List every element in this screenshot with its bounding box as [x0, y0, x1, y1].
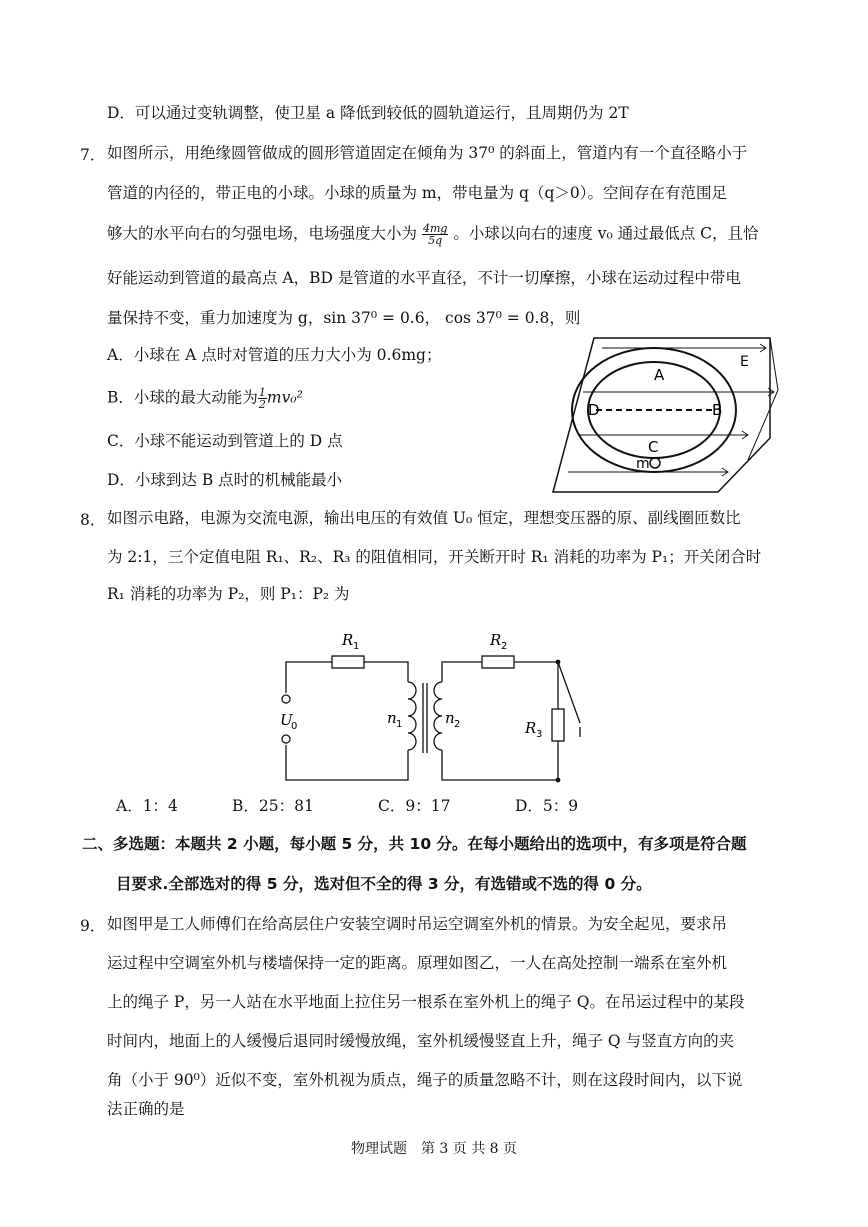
label-n1-sub: 1: [396, 719, 403, 730]
page-footer: 物理试题 第 3 页 共 8 页: [350, 1141, 518, 1157]
terminal-top: [282, 695, 290, 703]
q7-line-1: 如图所示，用绝缘圆管做成的圆形管道固定在倾角为 37⁰ 的斜面上，管道内有一个直径略小于: [107, 144, 748, 162]
resistor-r3: [552, 709, 564, 741]
q7-option-d: D．小球到达 B 点时的机械能最小: [107, 471, 343, 489]
ball: [650, 458, 660, 468]
wire: [442, 750, 558, 780]
q7-line-3-b: 。小球以向右的速度 v₀ 通过最低点 C，且恰: [453, 224, 759, 243]
q7-line-4: 好能运动到管道的最高点 A，BD 是管道的水平直径，不计一切摩擦，小球在运动过程中带电: [107, 269, 741, 287]
q7-line-3-a: 够大的水平向右的匀强电场，电场强度大小为: [107, 224, 418, 243]
q7-number: 7．: [80, 146, 106, 164]
wire: [364, 662, 408, 682]
label-c: C: [648, 438, 659, 456]
label-r2-sub: 2: [501, 641, 508, 652]
q7-option-a: A．小球在 A 点时对管道的压力大小为 0.6mg；: [107, 346, 442, 364]
label-m: m: [636, 456, 650, 472]
label-u0-sub: 0: [291, 721, 298, 732]
junction-bottom: [556, 778, 561, 783]
q8-option-c: C．9：17: [378, 797, 451, 815]
half-fraction: [258, 387, 267, 410]
secondary-coil: [434, 682, 442, 750]
q8-circuit: [270, 625, 600, 785]
resistor-r1: [332, 656, 364, 668]
q7-line-2: 管道的内径的，带正电的小球。小球的质量为 m，带电量为 q（q＞0）。空间存在有范围足: [107, 184, 728, 202]
section-2-line-1: 二、多选题：本题共 2 小题，每小题 5 分，共 10 分。在每小题给出的选项中，有多项是符合题: [82, 835, 747, 853]
incline-edge-2: [748, 390, 778, 460]
label-r1: R: [342, 631, 354, 649]
q7-figure: [548, 330, 788, 500]
q8-line-3: R₁ 消耗的功率为 P₂，则 P₁：P₂ 为: [107, 585, 350, 603]
label-e: E: [740, 354, 749, 370]
q8-option-b: B．25：81: [232, 797, 314, 815]
label-u0: U: [280, 711, 293, 729]
label-d: D: [588, 401, 600, 419]
label-b: B: [712, 401, 723, 419]
resistor-r2: [482, 656, 514, 668]
q8-number: 8．: [80, 511, 106, 529]
junction-top: [556, 660, 561, 665]
q7-option-b: [107, 387, 303, 410]
half-den: 2: [258, 398, 266, 411]
q8-option-a: A．1：4: [116, 797, 178, 815]
q7-option-b-text: B．小球的最大动能为: [107, 388, 258, 407]
switch-blade[interactable]: [558, 662, 580, 723]
label-n2-sub: 2: [454, 719, 461, 730]
q9-line-5: 角（小于 90⁰）近似不变，室外机视为质点，绳子的质量忽略不计，则在这段时间内，以下说: [107, 1071, 743, 1089]
label-n2: n: [445, 709, 455, 727]
primary-coil: [408, 682, 416, 750]
section-2-line-2: 目要求.全部选对的得 5 分，选对但不全的得 3 分，有选错或不选的得 0 分。: [116, 875, 652, 893]
q7-line-5: 量保持不变，重力加速度为 g，sin 37⁰ = 0.6， cos 37⁰ = 0.8，则: [107, 309, 581, 327]
incline-plane: [553, 338, 770, 492]
q8-option-d: D．5：9: [515, 797, 579, 815]
wire: [442, 662, 482, 682]
wire: [286, 745, 408, 780]
label-a: A: [654, 366, 665, 384]
q9-line-1: 如图甲是工人师傅们在给高层住户安装空调时吊运空调室外机的情景。为安全起见，要求吊: [107, 915, 728, 933]
q6-option-d: D．可以通过变轨调整，使卫星 a 降低到较低的圆轨道运行，且周期仍为 2T: [107, 104, 629, 122]
q9-line-3: 上的绳子 P，另一人站在水平地面上拉住另一根系在室外机上的绳子 Q。在吊运过程中的某段: [107, 993, 745, 1011]
wire: [286, 662, 332, 693]
incline-edge: [770, 338, 778, 390]
frac-denominator: 5q: [428, 234, 443, 247]
frac-numerator: 4mg: [422, 222, 448, 235]
q8-line-1: 如图示电路，电源为交流电源，输出电压的有效值 U₀ 恒定，理想变压器的原、副线圈匝数比: [107, 509, 741, 527]
q7-option-c: C．小球不能运动到管道上的 D 点: [107, 432, 343, 450]
q8-line-2: 为 2:1，三个定值电阻 R₁、R₂、R₃ 的阻值相同，开关断开时 R₁ 消耗的功率为 P₁；开关闭合时: [107, 548, 762, 566]
terminal-bottom: [282, 735, 290, 743]
q9-number: 9．: [80, 917, 106, 935]
label-r2: R: [490, 631, 502, 649]
field-strength-fraction: [422, 223, 448, 246]
q9-line-2: 运过程中空调室外机与楼墙保持一定的距离。原理如图乙，一人在高处控制一端系在室外机: [107, 954, 728, 972]
q7-option-b-formula: mv₀²: [266, 388, 303, 407]
label-r3-sub: 3: [536, 729, 543, 740]
q7-line-3: [107, 223, 759, 246]
half-num: 1: [258, 386, 266, 399]
label-r1-sub: 1: [353, 641, 360, 652]
q9-line-4: 时间内，地面上的人缓慢后退同时缓慢放绳，室外机缓慢竖直上升，绳子 Q 与竖直方向的夹: [107, 1032, 735, 1050]
label-r3: R: [525, 719, 537, 737]
label-n1: n: [387, 709, 397, 727]
q9-line-6: 法正确的是: [107, 1100, 185, 1118]
